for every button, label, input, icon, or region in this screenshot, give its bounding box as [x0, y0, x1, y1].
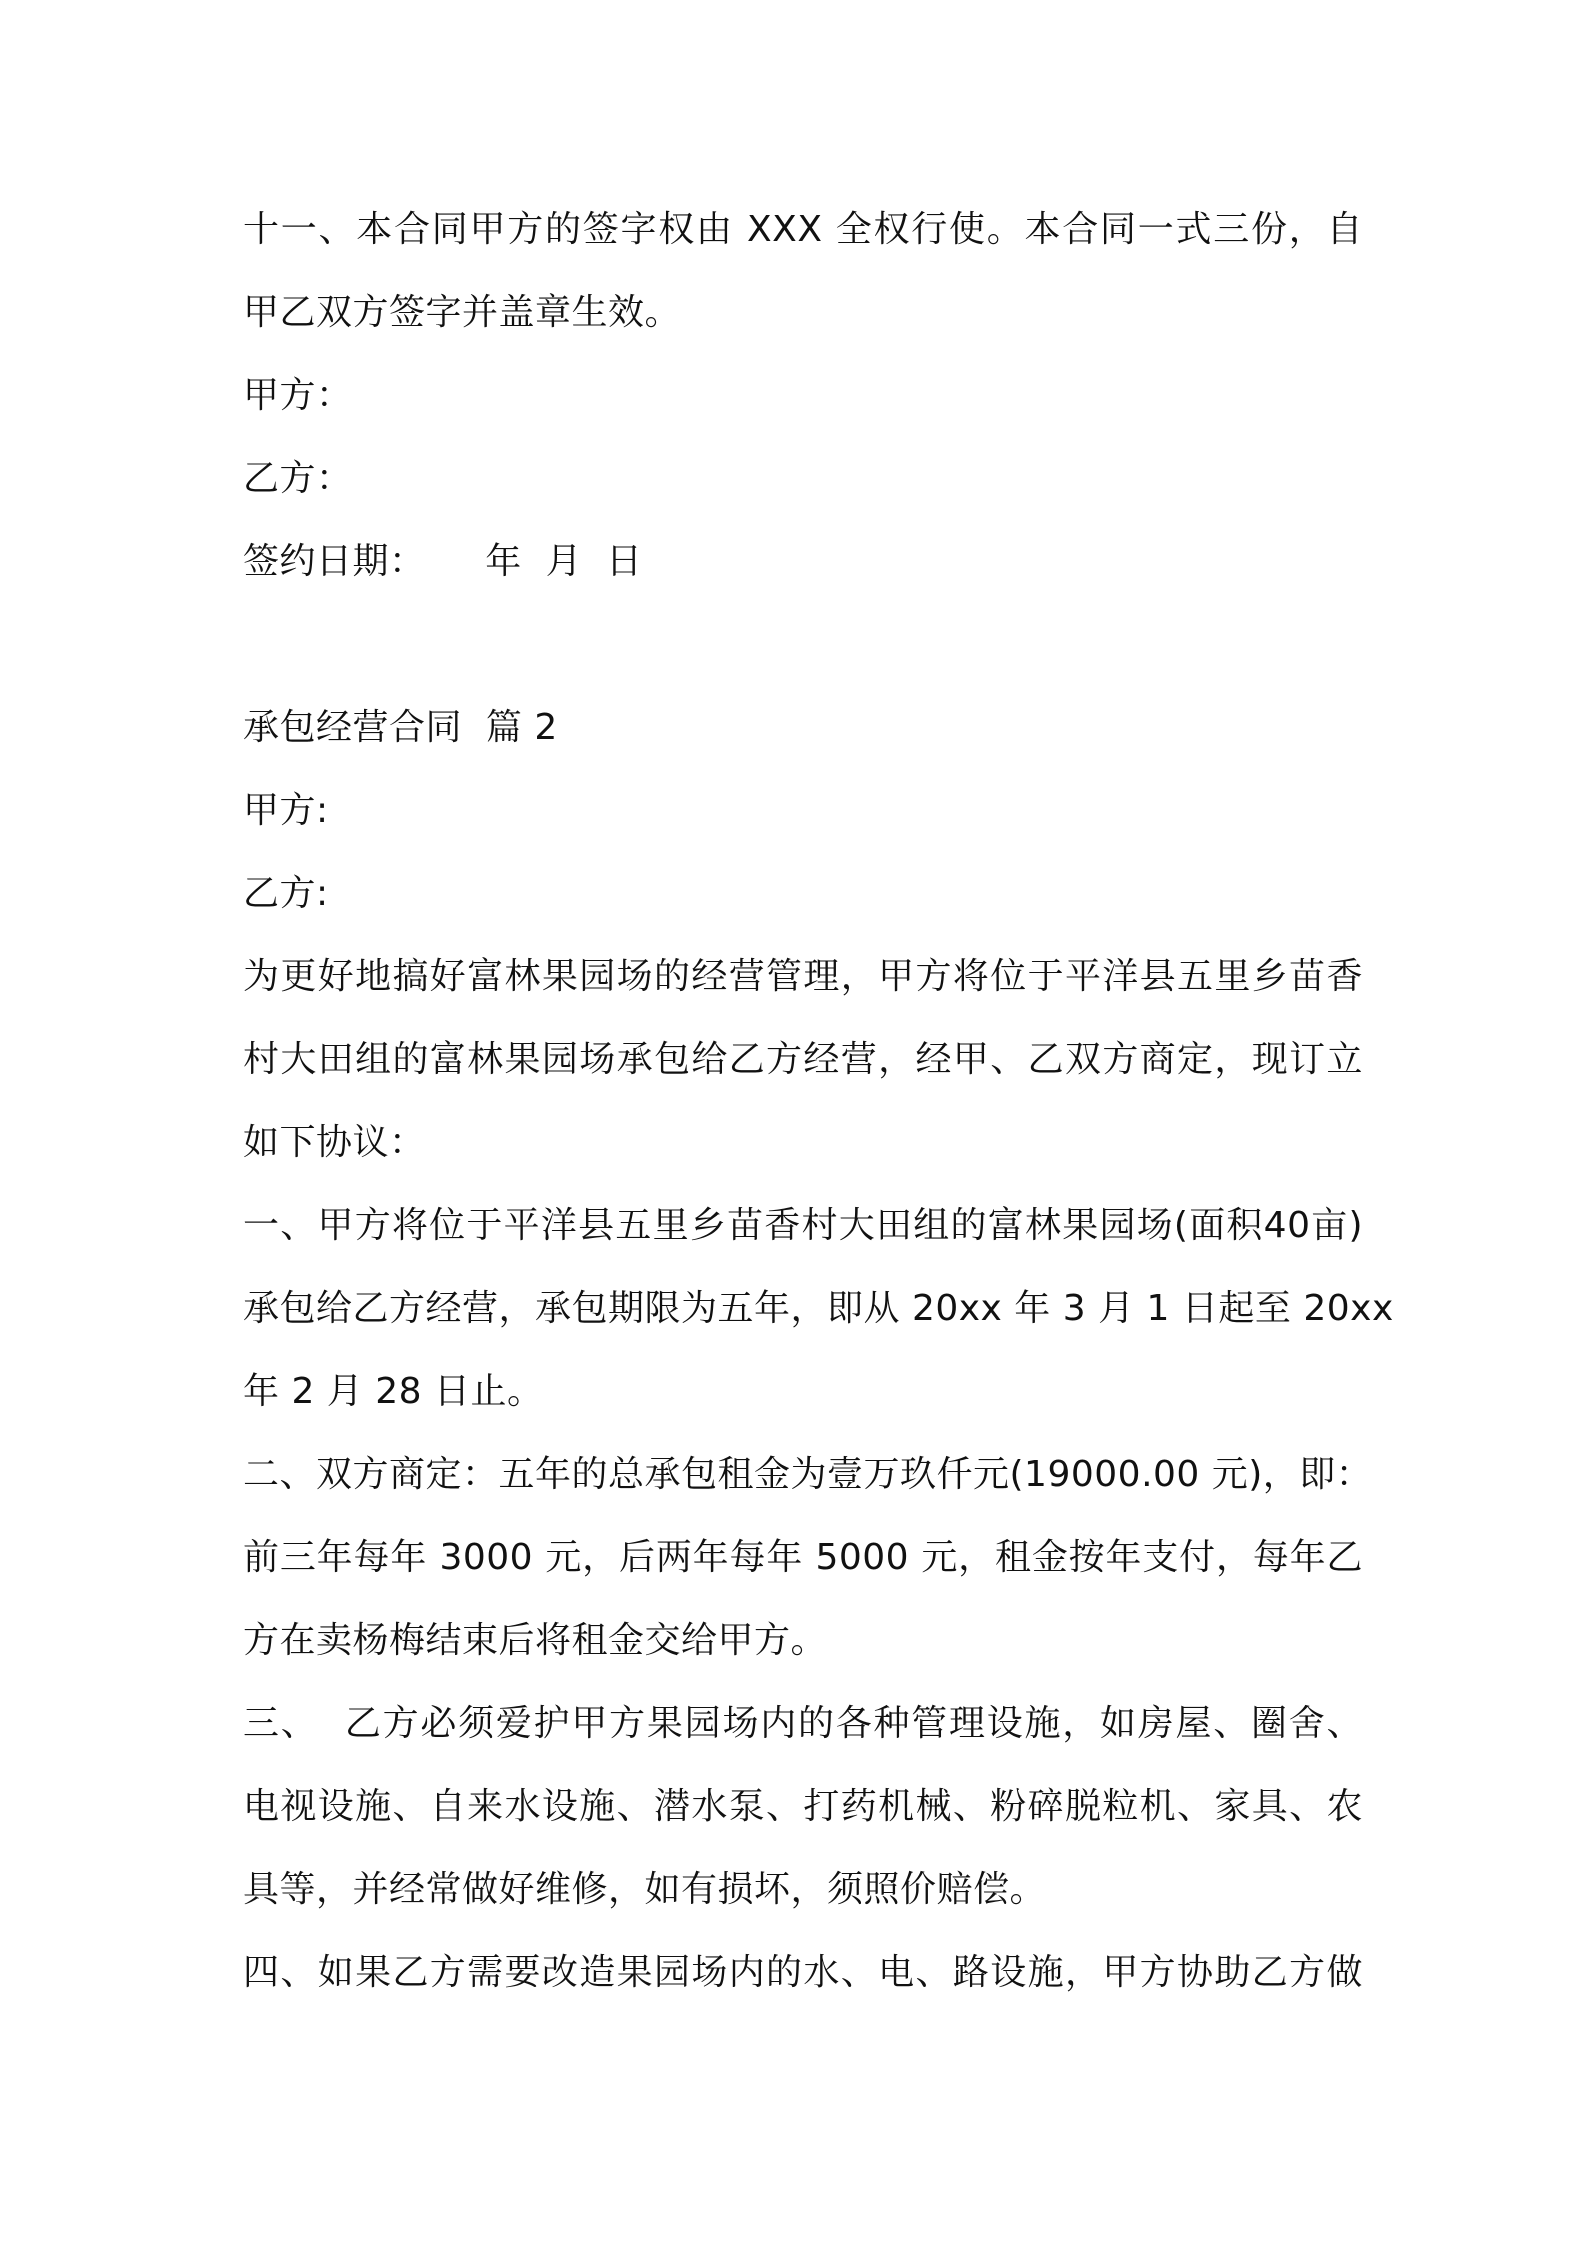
clause-3-line-1: 三、 乙方必须爱护甲方果园场内的各种管理设施，如房屋、圈舍、 — [243, 1703, 1363, 1744]
clause-2-line-2: 前三年每年 3000 元，后两年每年 5000 元，租金按年支付，每年乙 — [243, 1537, 1363, 1578]
clause-11-line-2: 甲乙双方签字并盖章生效。 — [243, 292, 682, 333]
clause-11-line-1: 十一、本合同甲方的签字权由 XXX 全权行使。本合同一式三份，自 — [243, 209, 1363, 250]
signing-date-label: 签约日期： 年 月 日 — [243, 541, 643, 582]
clause-4-line-1: 四、如果乙方需要改造果园场内的水、电、路设施，甲方协助乙方做 — [243, 1952, 1363, 1993]
clause-2-line-3: 方在卖杨梅结束后将租金交给甲方。 — [243, 1620, 828, 1661]
clause-1-line-1: 一、甲方将位于平洋县五里乡苗香村大田组的富林果园场(面积40亩) — [243, 1205, 1363, 1246]
party-b-label: 乙方: — [243, 873, 329, 914]
preamble-line-2: 村大田组的富林果园场承包给乙方经营，经甲、乙双方商定，现订立 — [243, 1039, 1363, 1080]
clause-2-line-1: 二、双方商定：五年的总承包租金为壹万玖仟元(19000.00 元)，即： — [243, 1454, 1373, 1495]
clause-3-line-3: 具等，并经常做好维修，如有损坏，须照价赔偿。 — [243, 1869, 1047, 1910]
preamble-line-1: 为更好地搞好富林果园场的经营管理，甲方将位于平洋县五里乡苗香 — [243, 956, 1363, 997]
clause-1-line-2: 承包给乙方经营，承包期限为五年，即从 20xx 年 3 月 1 日起至 20xx — [243, 1288, 1394, 1329]
clause-3-line-2: 电视设施、自来水设施、潜水泵、打药机械、粉碎脱粒机、家具、农 — [243, 1786, 1363, 1827]
party-a-signature-label: 甲方： — [243, 375, 353, 416]
section-title: 承包经营合同 篇 2 — [243, 707, 558, 748]
party-b-signature-label: 乙方： — [243, 458, 353, 499]
party-a-label: 甲方: — [243, 790, 329, 831]
clause-1-line-3: 年 2 月 28 日止。 — [243, 1371, 544, 1412]
preamble-line-3: 如下协议： — [243, 1122, 426, 1163]
